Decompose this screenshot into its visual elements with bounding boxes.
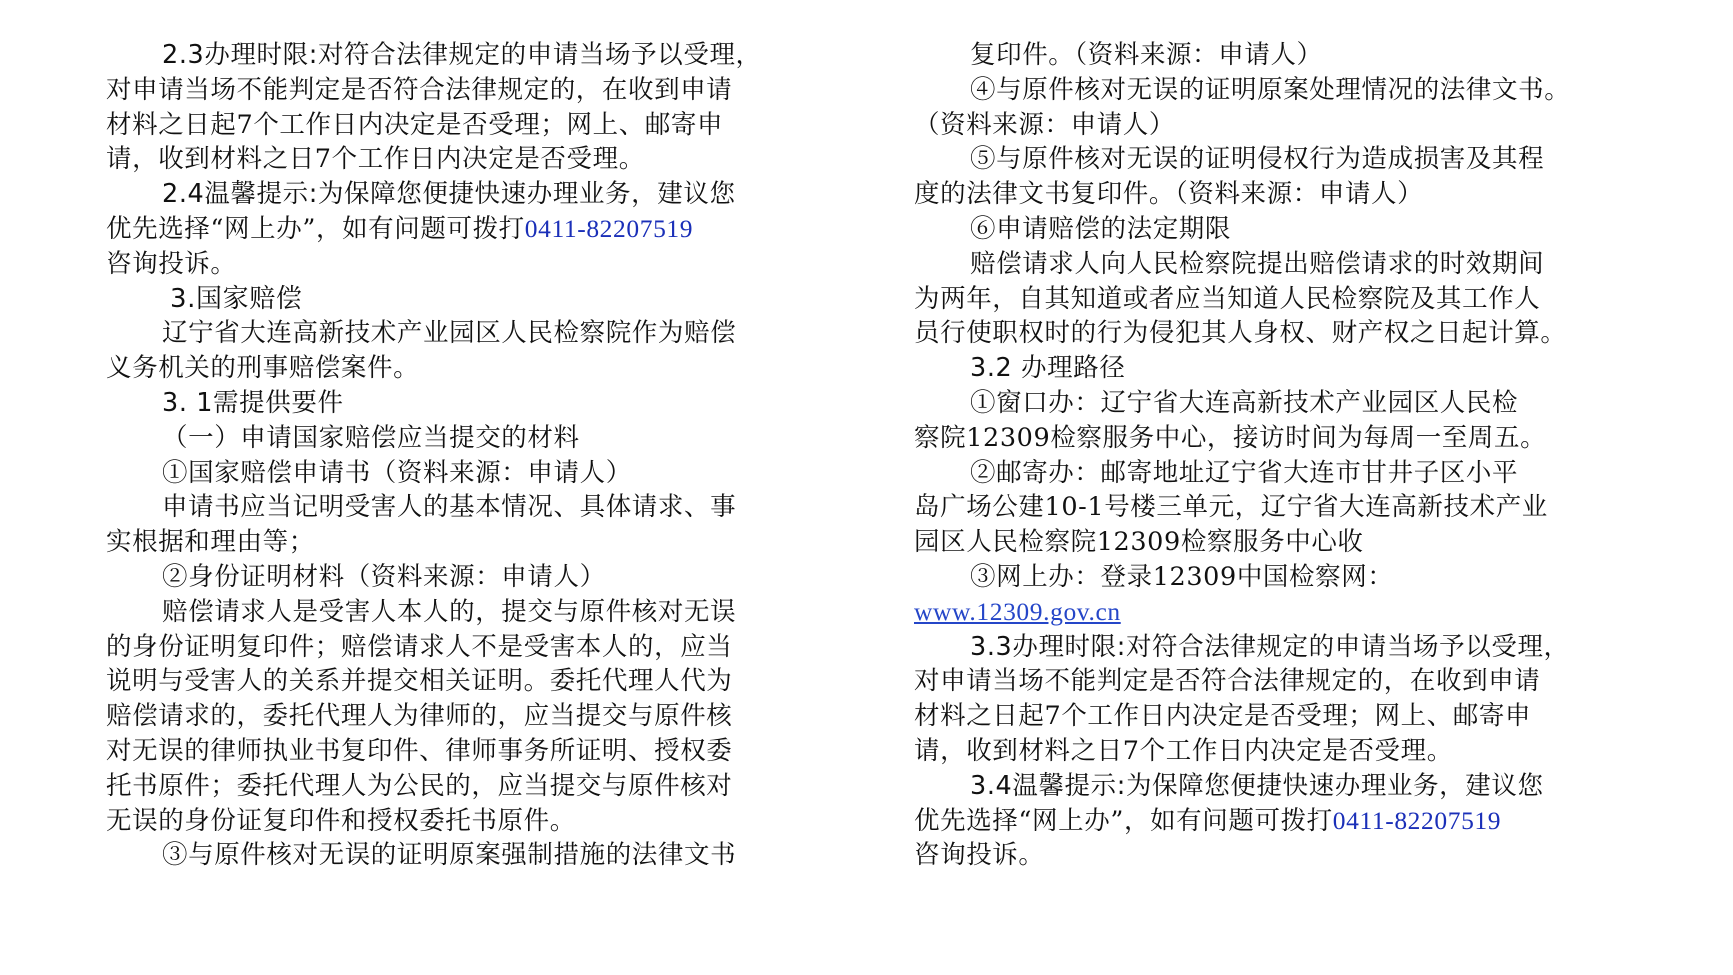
- body-text: 无误的身份证复印件和授权委托书原件。: [106, 805, 576, 836]
- body-text: 咨询投诉。: [106, 248, 237, 279]
- left-column: [106, 38, 816, 873]
- body-text: 辽宁省大连高新技术产业园区人民检察院作为赔偿: [162, 318, 737, 349]
- item-label: 3. 1需提供要件: [162, 387, 344, 418]
- text-line: [106, 247, 816, 282]
- body-text: ①国家赔偿申请书（资料来源：申请人）: [162, 457, 632, 488]
- text-line: [106, 630, 816, 665]
- text-line: [914, 664, 1624, 699]
- text-line: [106, 804, 816, 839]
- text-line: [106, 351, 816, 386]
- text-line: [106, 108, 816, 143]
- body-text: 说明与受害人的关系并提交相关证明。委托代理人代为: [106, 666, 733, 697]
- body-text: 员行使职权时的行为侵犯其人身权、财产权之日起计算。: [914, 318, 1567, 349]
- text-line: [106, 595, 816, 630]
- text-line: [106, 177, 816, 212]
- text-line: [914, 142, 1624, 177]
- body-text: 的身份证明复印件；赔偿请求人不是受害本人的，应当: [106, 631, 733, 662]
- text-line: [106, 699, 816, 734]
- text-line: [914, 386, 1624, 421]
- body-text: 优先选择“网上办”，如有问题可拨打: [106, 213, 525, 244]
- text-line: [914, 316, 1624, 351]
- body-text: 为保障您便捷快速办理业务，建议您: [317, 179, 736, 210]
- body-text: 为两年，自其知道或者应当知道人民检察院及其工作人: [914, 283, 1541, 314]
- item-label: 2.4温馨提示:: [162, 179, 318, 210]
- text-line: [914, 212, 1624, 247]
- body-text: ②身份证明材料（资料来源：申请人）: [162, 561, 606, 592]
- text-line: [914, 177, 1624, 212]
- body-text: 优先选择“网上办”，如有问题可拨打: [914, 805, 1333, 836]
- text-line: [106, 664, 816, 699]
- body-text: ③与原件核对无误的证明原案强制措施的法律文书: [162, 840, 737, 871]
- body-text: 申请书应当记明受害人的基本情况、具体请求、事: [162, 492, 737, 523]
- body-text: 赔偿请求人向人民检察院提出赔偿请求的时效期间: [970, 248, 1545, 279]
- item-label: 3.2 办理路径: [970, 353, 1126, 384]
- text-line: [914, 38, 1624, 73]
- body-text: 赔偿请求人是受害人本人的，提交与原件核对无误: [162, 596, 737, 627]
- text-line: [106, 734, 816, 769]
- body-text: 对无误的律师执业书复印件、律师事务所证明、授权委: [106, 735, 733, 766]
- body-text: 对申请当场不能判定是否符合法律规定的，在收到申请: [106, 74, 733, 105]
- item-label: 3.4温馨提示:: [970, 770, 1126, 801]
- text-line: [914, 804, 1624, 839]
- text-line: [914, 838, 1624, 873]
- phone-number: 0411-82207519: [1332, 805, 1502, 835]
- right-column: [914, 38, 1624, 873]
- text-line: [914, 421, 1624, 456]
- body-text: （一）申请国家赔偿应当提交的材料: [162, 422, 580, 453]
- text-line: [914, 282, 1624, 317]
- body-text: 为保障您便捷快速办理业务，建议您: [1125, 770, 1544, 801]
- body-text: （资料来源：申请人）: [914, 109, 1176, 140]
- text-line: [914, 490, 1624, 525]
- website-link[interactable]: www.12309.gov.cn: [914, 596, 1121, 626]
- body-text: 园区人民检察院12309检察服务中心收: [914, 527, 1364, 558]
- body-text: 请，收到材料之日7个工作日内决定是否受理。: [106, 144, 645, 175]
- body-text: ①窗口办：辽宁省大连高新技术产业园区人民检: [970, 387, 1519, 418]
- text-line: [914, 108, 1624, 143]
- text-line: [106, 421, 816, 456]
- body-text: 请，收到材料之日7个工作日内决定是否受理。: [914, 735, 1453, 766]
- body-text: ③网上办：登录12309中国检察网：: [970, 561, 1394, 592]
- text-line: [914, 769, 1624, 804]
- body-text: 复印件。（资料来源：申请人）: [970, 40, 1323, 70]
- body-text: 实根据和理由等；: [106, 527, 315, 558]
- body-text: 对符合法律规定的申请当场予以受理，: [317, 40, 762, 70]
- text-line: [914, 351, 1624, 386]
- item-label: 3.3办理时限:: [970, 631, 1126, 662]
- text-line: [914, 525, 1624, 560]
- body-text: ⑥申请赔偿的法定期限: [970, 213, 1232, 244]
- body-text: 托书原件；委托代理人为公民的，应当提交与原件核对: [106, 770, 733, 801]
- text-line: [106, 386, 816, 421]
- body-text: 度的法律文书复印件。（资料来源：申请人）: [914, 179, 1424, 210]
- text-line: [914, 247, 1624, 282]
- text-line: [106, 456, 816, 491]
- body-text: ④与原件核对无误的证明原案处理情况的法律文书。: [970, 74, 1571, 105]
- item-label: 3.国家赔偿: [170, 283, 303, 314]
- text-line: [914, 630, 1624, 665]
- phone-number: 0411-82207519: [524, 213, 694, 243]
- body-text: 义务机关的刑事赔偿案件。: [106, 353, 420, 384]
- body-text: 岛广场公建10-1号楼三单元，辽宁省大连高新技术产业: [914, 492, 1548, 523]
- body-text: 材料之日起7个工作日内决定是否受理；网上、邮寄申: [914, 701, 1532, 732]
- text-line: [106, 142, 816, 177]
- text-line: [106, 38, 816, 73]
- body-text: 对符合法律规定的申请当场予以受理，: [1125, 631, 1570, 662]
- body-text: 察院12309检察服务中心，接访时间为每周一至周五。: [914, 422, 1547, 453]
- text-line: [914, 73, 1624, 108]
- body-text: ②邮寄办：邮寄地址辽宁省大连市甘井子区小平: [970, 457, 1519, 488]
- text-line: [914, 734, 1624, 769]
- item-label: 2.3办理时限:: [162, 40, 318, 70]
- text-line: [106, 838, 816, 873]
- section-heading: [106, 282, 816, 317]
- body-text: 咨询投诉。: [914, 840, 1045, 871]
- text-line: [914, 456, 1624, 491]
- body-text: ⑤与原件核对无误的证明侵权行为造成损害及其程: [970, 144, 1545, 175]
- text-line: [914, 699, 1624, 734]
- text-line: [106, 769, 816, 804]
- text-line: [106, 490, 816, 525]
- text-line: [106, 212, 816, 247]
- text-line: [106, 525, 816, 560]
- text-line: [106, 73, 816, 108]
- body-text: 赔偿请求的，委托代理人为律师的，应当提交与原件核: [106, 701, 733, 732]
- text-line: [106, 560, 816, 595]
- text-line: [914, 595, 1624, 630]
- text-line: [914, 560, 1624, 595]
- body-text: 对申请当场不能判定是否符合法律规定的，在收到申请: [914, 666, 1541, 697]
- text-line: [106, 316, 816, 351]
- body-text: 材料之日起7个工作日内决定是否受理；网上、邮寄申: [106, 109, 724, 140]
